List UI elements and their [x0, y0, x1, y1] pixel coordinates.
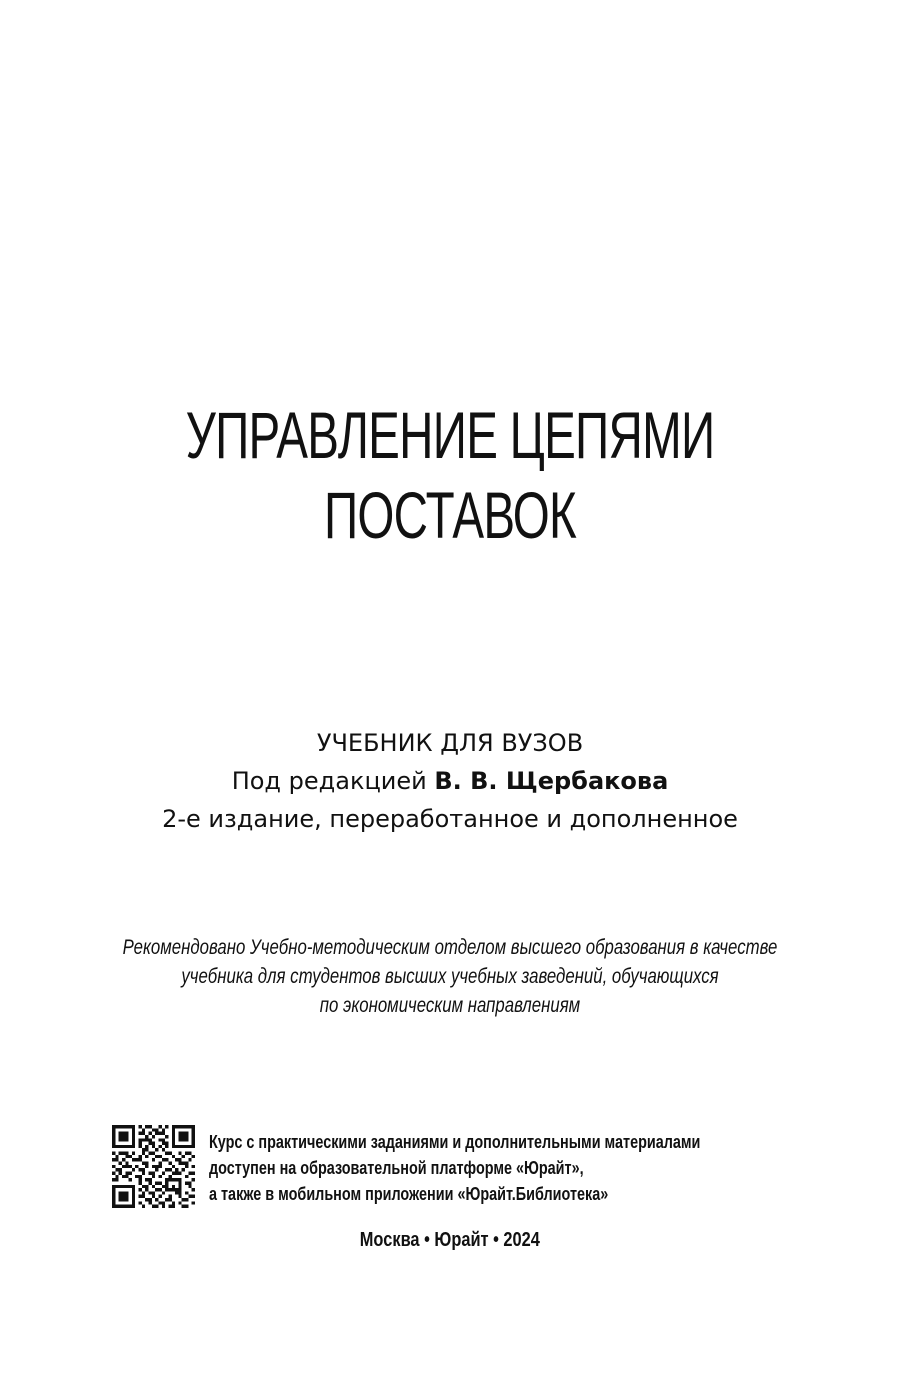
- course-note-line-1: Курс с практическими заданиями и дополнительными материалами: [209, 1132, 701, 1152]
- book-type: УЧЕБНИК ДЛЯ ВУЗОВ: [316, 729, 584, 757]
- book-title: [126, 395, 774, 555]
- publisher-imprint: [0, 1226, 900, 1254]
- edition-line: 2-е издание, переработанное и дополненное: [162, 805, 738, 833]
- subtitle-block: [0, 724, 900, 838]
- qr-code-icon[interactable]: [112, 1125, 195, 1208]
- editor-line: [0, 762, 900, 800]
- recommendation-line-3: по экономическим направлениям: [319, 994, 581, 1017]
- course-note-line-3: а также в мобильном приложении «Юрайт.Библиотека»: [209, 1184, 609, 1204]
- imprint-text: Москва • Юрайт • 2024: [359, 1229, 541, 1251]
- recommendation-line-1: Рекомендовано Учебно-методическим отделом высшего образования в качестве: [122, 936, 778, 959]
- book-title-line-1: УПРАВЛЕНИЕ ЦЕПЯМИ: [185, 398, 715, 472]
- editor-prefix: Под редакцией: [231, 767, 427, 795]
- recommendation-note: [0, 933, 900, 1020]
- book-title-line-2: ПОСТАВОК: [323, 478, 576, 552]
- recommendation-line-2: учебника для студентов высших учебных заведений, обучающихся: [181, 965, 719, 988]
- course-note: [209, 1129, 849, 1207]
- editor-name: В. В. Щербакова: [434, 767, 669, 795]
- course-note-line-2: доступен на образовательной платформе «Юрайт»,: [209, 1158, 584, 1178]
